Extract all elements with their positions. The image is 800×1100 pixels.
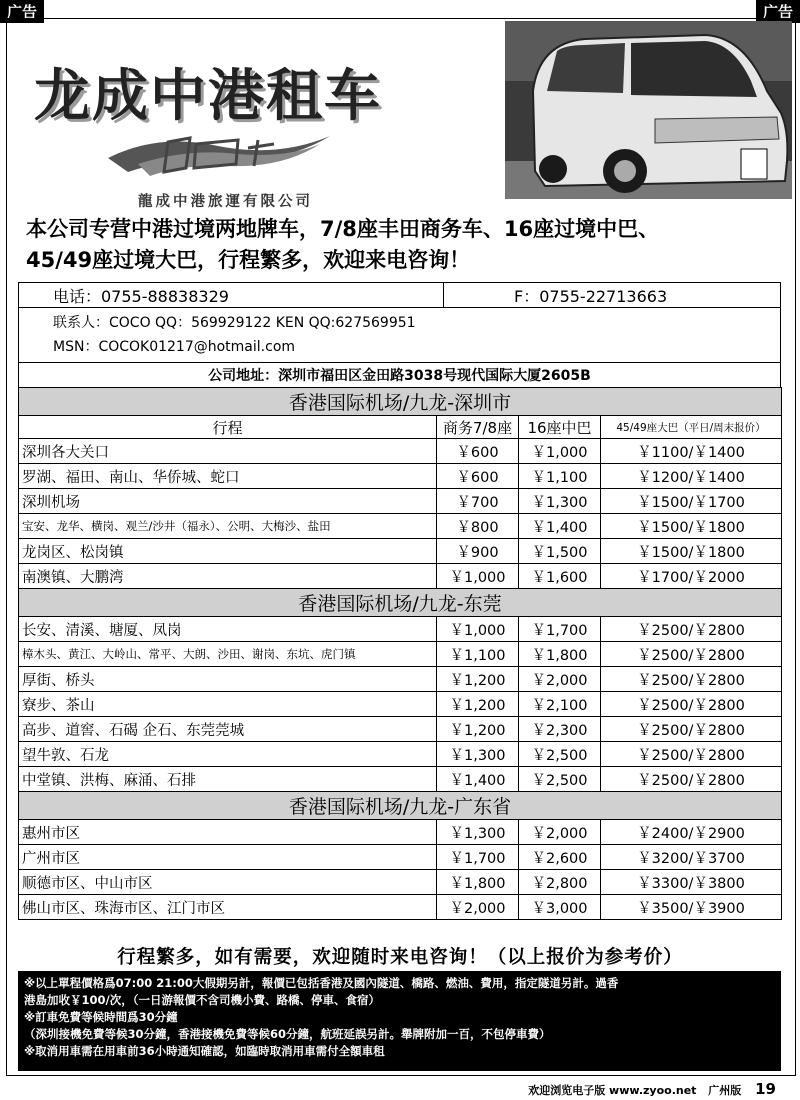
van-photo [505,21,792,199]
route-cell: 深圳机场 [19,489,437,514]
route-cell: 顺德市区、中山市区 [19,870,437,895]
price-16-seat: ￥1,700 [519,617,601,642]
price-16-seat: ￥1,600 [519,564,601,589]
section-header [19,388,782,416]
intro-line-1: 本公司专营中港过境两地牌车，7/8座丰田商务车、16座过境中巴、 [26,217,660,241]
price-16-seat: ￥2,500 [519,742,601,767]
table-row [19,767,782,792]
ad-tag-right: 广告 [756,0,800,23]
route-cell: 樟木头、黄江、大岭山、常平、大朗、沙田、谢岗、东坑、虎门镇 [19,642,437,667]
price-45-49-seat: ￥1700/￥2000 [601,564,782,589]
price-7-8-seat: ￥1,700 [437,845,519,870]
section-header [19,792,782,820]
note-line: ※以上單程價格爲07:00 21:00大假期另計，報價已包括香港及國內隧道、橋路、燃油、費用，指定隧道另計。過香 [24,976,619,990]
table-row [19,642,782,667]
price-7-8-seat: ￥1,300 [437,742,519,767]
contact-line: 联系人：COCO QQ：569929122 KEN QQ:627569951 [53,315,416,331]
footer-call-text: 行程繁多，如有需要，欢迎随时来电咨询！（以上报价为参考价） [117,947,683,968]
price-7-8-seat: ￥600 [437,439,519,464]
price-7-8-seat: ￥600 [437,464,519,489]
note-line: ※訂車免費等候時間爲30分鐘 [24,1010,178,1024]
contact-table [18,282,781,388]
price-16-seat: ￥1,400 [519,514,601,539]
contact-persons [19,308,781,363]
price-16-seat: ￥2,500 [519,767,601,792]
price-45-49-seat: ￥2500/￥2800 [601,642,782,667]
page-number: 19 [755,1080,776,1098]
price-7-8-seat: ￥700 [437,489,519,514]
price-7-8-seat: ￥1,400 [437,767,519,792]
price-16-seat: ￥3,000 [519,895,601,920]
price-7-8-seat: ￥1,300 [437,820,519,845]
price-45-49-seat: ￥1500/￥1800 [601,514,782,539]
header-col3: 45/49座大巴（平日/周末报价） [601,416,782,439]
route-cell: 佛山市区、珠海市区、江门市区 [19,895,437,920]
price-7-8-seat: ￥1,000 [437,564,519,589]
table-row [19,439,782,464]
price-45-49-seat: ￥2500/￥2800 [601,742,782,767]
price-16-seat: ￥2,600 [519,845,601,870]
phone-number: 电话：0755-88838329 [19,283,444,308]
table-row [19,539,782,564]
price-7-8-seat: ￥1,200 [437,667,519,692]
header-route: 行程 [19,416,437,439]
price-7-8-seat: ￥900 [437,539,519,564]
company-address: 公司地址：深圳市福田区金田路3038号现代国际大厦2605B [19,363,781,388]
route-cell: 宝安、龙华、横岗、观兰/沙井（福永）、公明、大梅沙、盐田 [19,514,437,539]
price-7-8-seat: ￥1,200 [437,692,519,717]
section-title: 香港国际机场/九龙-深圳市 [19,388,782,416]
company-logo-icon [98,128,338,186]
table-row [19,870,782,895]
note-line: 港島加收￥100/次，（一日游報價不含司機小費、路橋、停車、食宿） [24,993,380,1007]
price-45-49-seat: ￥2500/￥2800 [601,717,782,742]
page-footer [528,1080,776,1098]
price-45-49-seat: ￥2500/￥2800 [601,692,782,717]
price-16-seat: ￥1,000 [519,439,601,464]
price-16-seat: ￥2,000 [519,667,601,692]
price-16-seat: ￥1,800 [519,642,601,667]
intro-line-2: 45/49座过境大巴，行程繁多，欢迎来电咨询！ [26,248,471,272]
price-45-49-seat: ￥2500/￥2800 [601,667,782,692]
price-7-8-seat: ￥1,100 [437,642,519,667]
price-7-8-seat: ￥1,000 [437,617,519,642]
price-7-8-seat: ￥800 [437,514,519,539]
price-16-seat: ￥2,800 [519,870,601,895]
intro-text [26,214,796,276]
price-16-seat: ￥2,300 [519,717,601,742]
section-header [19,589,782,617]
note-line: （深圳接機免費等候30分鐘，香港接機免費等候60分鐘，航班延誤另計。舉牌附加一百，不包停車費） [24,1027,551,1041]
price-45-49-seat: ￥2500/￥2800 [601,767,782,792]
price-45-49-seat: ￥3300/￥3800 [601,870,782,895]
price-16-seat: ￥1,500 [519,539,601,564]
company-name: 龍成中港旅運有限公司 [138,194,313,210]
route-cell: 龙岗区、松岗镇 [19,539,437,564]
price-45-49-seat: ￥1500/￥1700 [601,489,782,514]
header-col1: 商务7/8座 [437,416,519,439]
table-row [19,489,782,514]
table-row [19,564,782,589]
price-7-8-seat: ￥1,200 [437,717,519,742]
price-7-8-seat: ￥1,800 [437,870,519,895]
note-line: ※取消用車需在用車前36小時通知確認，如臨時取消用車需付全額車租 [24,1044,385,1058]
route-cell: 长安、清溪、塘厦、凤岗 [19,617,437,642]
route-cell: 中堂镇、洪梅、麻涌、石排 [19,767,437,792]
website-text: 欢迎浏览电子版 www.zyoo.net [528,1084,697,1097]
table-row [19,692,782,717]
section-title: 香港国际机场/九龙-东莞 [19,589,782,617]
table-row [19,717,782,742]
price-16-seat: ￥1,300 [519,489,601,514]
route-cell: 罗湖、福田、南山、华侨城、蛇口 [19,464,437,489]
route-cell: 厚街、桥头 [19,667,437,692]
route-cell: 深圳各大关口 [19,439,437,464]
ad-title: 龙成中港租车 [34,64,382,129]
route-cell: 南澳镇、大鹏湾 [19,564,437,589]
header-col2: 16座中巴 [519,416,601,439]
table-row [19,667,782,692]
price-16-seat: ￥2,100 [519,692,601,717]
route-cell: 广州市区 [19,845,437,870]
table-row [19,464,782,489]
table-row [19,820,782,845]
route-cell: 望牛敦、石龙 [19,742,437,767]
price-45-49-seat: ￥2400/￥2900 [601,820,782,845]
price-7-8-seat: ￥2,000 [437,895,519,920]
route-cell: 惠州市区 [19,820,437,845]
ad-tag-left: 广告 [0,0,44,23]
price-45-49-seat: ￥2500/￥2800 [601,617,782,642]
table-row [19,617,782,642]
edition-label: 广州版 [708,1084,742,1097]
table-row [19,514,782,539]
price-16-seat: ￥2,000 [519,820,601,845]
price-45-49-seat: ￥1500/￥1800 [601,539,782,564]
table-row [19,895,782,920]
price-45-49-seat: ￥3200/￥3700 [601,845,782,870]
route-cell: 寮步、茶山 [19,692,437,717]
fax-number: F：0755-22713663 [444,283,781,308]
msn-line: MSN：COCOK01217@hotmail.com [53,339,296,355]
table-row [19,845,782,870]
table-row [19,742,782,767]
notes-box [18,971,781,1071]
price-45-49-seat: ￥1200/￥1400 [601,464,782,489]
price-45-49-seat: ￥3500/￥3900 [601,895,782,920]
column-header-row [19,416,782,439]
price-table [18,387,782,920]
route-cell: 高步、道窖、石碣 企石、东莞莞城 [19,717,437,742]
price-45-49-seat: ￥1100/￥1400 [601,439,782,464]
price-16-seat: ￥1,100 [519,464,601,489]
section-title: 香港国际机场/九龙-广东省 [19,792,782,820]
